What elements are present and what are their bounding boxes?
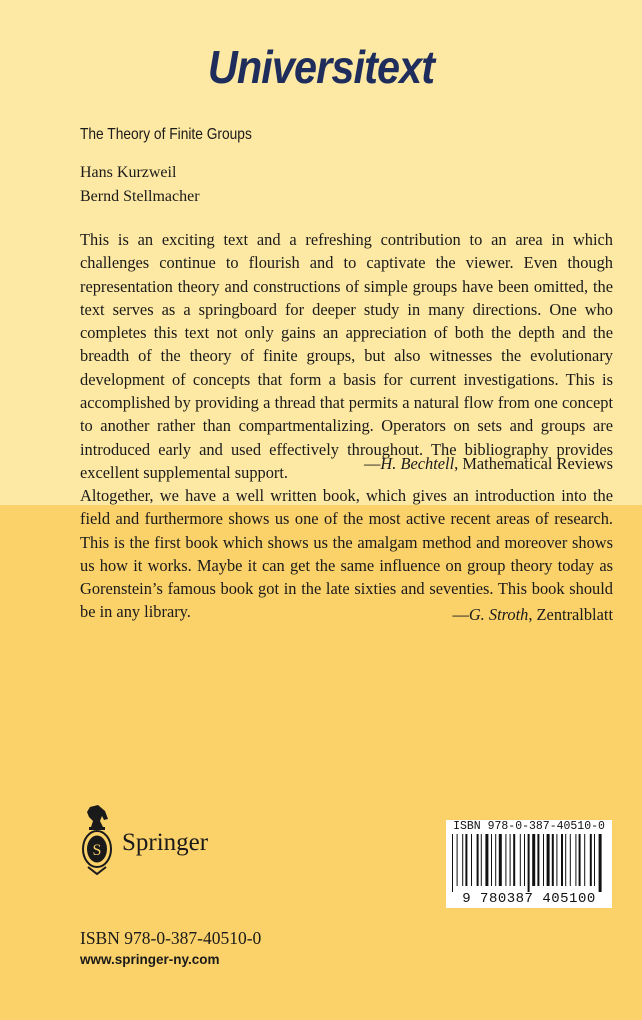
barcode-isbn-label: ISBN 978-0-387-40510-0: [453, 820, 605, 833]
springer-knight-icon: [80, 803, 114, 875]
barcode-digits: 9 780387 405100: [462, 891, 596, 907]
publisher-logo: [80, 803, 208, 875]
book-title: The Theory of Finite Groups: [80, 126, 252, 143]
series-title: Universitext: [207, 41, 435, 93]
isbn-number: ISBN 978-0-387-40510-0: [80, 928, 262, 948]
review-text: Altogether, we have a well written book, which gives an introduction into the field and furthermore shows us one of the most active recent areas of research. This is the first book which shows us the amalgam method and moreover shows us how it works. Maybe it can get the same influence on group theory today as Gorenstein’s famous book got in the late sixties and seventies. This book should be in any library.: [80, 486, 613, 622]
attribution-dash: —: [452, 605, 469, 624]
review-text: This is an exciting text and a refreshing contribution to an area in which challenges continue to flourish and to captivate the viewer. Even though representation theory and constructions of simple groups have been omitted, the text serves as a springboard for deeper study in many directions. One who completes this text not only gains an appreciation of both the depth and the breadth of the theory of finite groups, but also witnesses the evolutionary development of concepts that form a basis for current investigations. This is accomplished by providing a thread that permits a natural flow from one concept to another rather than compartmentalizing. Operators on sets and groups are introduced early and used effectively throughout. The bibliography provides excellent supplemental support.: [80, 230, 613, 482]
publisher-url: www.springer-ny.com: [80, 952, 220, 967]
attribution-dash: —: [364, 454, 381, 473]
review-source: , Zentralblatt: [528, 605, 613, 624]
reviewer-name: G. Stroth: [468, 605, 529, 624]
author-name: Hans Kurzweil: [80, 164, 177, 181]
review-attribution: [364, 454, 613, 474]
barcode: [446, 820, 612, 908]
review-source: , Mathematical Reviews: [454, 454, 613, 473]
review-attribution: [452, 605, 613, 625]
reviewer-name: H. Bechtell: [380, 454, 455, 473]
barcode-bars: [450, 834, 608, 892]
author-name: Bernd Stellmacher: [80, 188, 200, 205]
svg-text:S: S: [92, 842, 102, 859]
publisher-name: Springer: [122, 829, 209, 856]
